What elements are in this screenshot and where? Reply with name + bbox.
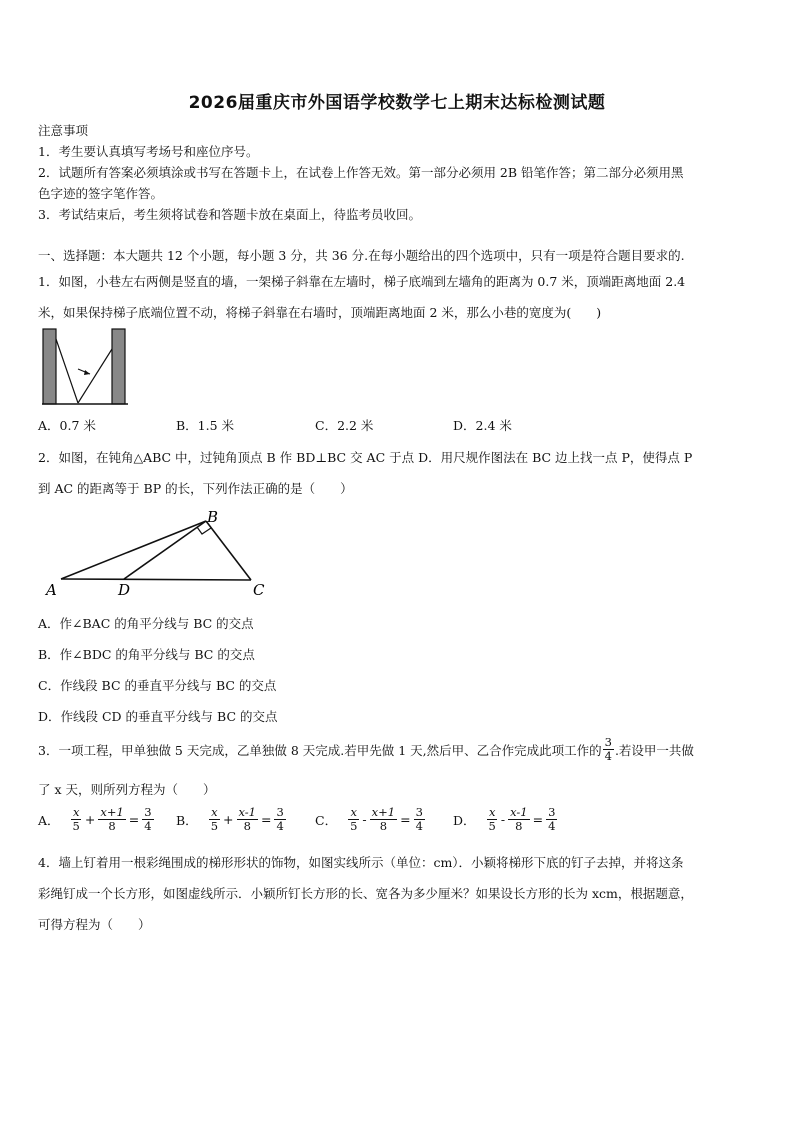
option-a[interactable]: A．作∠BAC 的角平分线与 BC 的交点	[38, 616, 254, 631]
fraction-denominator: 8	[379, 819, 388, 833]
triangle-figure	[40, 506, 280, 602]
option-a[interactable]	[38, 806, 155, 833]
fraction	[546, 806, 557, 833]
fraction-numerator: x-1	[238, 805, 256, 819]
option-c[interactable]: C．作线段 BC 的垂直平分线与 BC 的交点	[38, 678, 277, 693]
option-label: C．	[315, 812, 338, 828]
fraction-denominator: 4	[144, 819, 152, 833]
equals-sign: =	[128, 812, 140, 827]
fraction-numerator: 3	[604, 735, 612, 749]
equals-sign: =	[400, 812, 411, 827]
fraction-denominator: 4	[604, 749, 612, 763]
fraction-denominator: 5	[350, 819, 358, 833]
fraction	[71, 806, 82, 833]
question-3-text	[38, 736, 694, 763]
fraction	[370, 806, 397, 833]
notice-item: 3．考试结束后，考生须将试卷和答题卡放在桌面上，待监考员收回。	[38, 207, 421, 222]
fraction	[142, 806, 153, 833]
vertex-label-a: A	[46, 581, 57, 599]
fraction-numerator: x	[72, 805, 80, 819]
question-1-text: 1．如图，小巷左右两侧是竖直的墙，一架梯子斜靠在左墙时，梯子底端到左墙角的距离为 0.7 米，顶端距离地面 2.4	[38, 274, 686, 289]
notice-item: 2．试题所有答案必须填涂或书写在答题卡上，在试卷上作答无效。第一部分必须用 2B 铅笔作答；第二部分必须用黑	[38, 165, 684, 180]
fraction	[274, 806, 285, 833]
question-4-text: 4．墙上钉着用一根彩绳围成的梯形形状的饰物，如图实线所示（单位：cm）．小颖将梯形下底的钉子去掉，并将这条	[38, 855, 684, 870]
fraction	[414, 806, 425, 833]
notice-item: 色字迹的签字笔作答。	[38, 186, 164, 201]
fraction	[487, 806, 498, 833]
question-4-text: 可得方程为（ ）	[38, 917, 151, 932]
fraction-numerator: x+1	[371, 805, 396, 819]
fraction	[508, 806, 530, 833]
equals-sign: =	[261, 812, 272, 827]
fraction-denominator: 5	[72, 819, 80, 833]
fraction-numerator: x	[488, 805, 496, 819]
question-4-text: 彩绳钉成一个长方形，如图虚线所示．小颖所钉长方形的长、宽各为多少厘米？如果设长方形的长为 xcm，根据题意，	[38, 886, 693, 901]
fraction-denominator: 8	[515, 819, 523, 833]
operator: -	[362, 812, 367, 827]
fraction-numerator: x	[350, 805, 357, 819]
fraction	[98, 806, 125, 833]
fraction-numerator: 3	[415, 805, 423, 819]
vertex-label-d: D	[118, 581, 131, 599]
option-b[interactable]	[176, 806, 287, 833]
section-heading: 一、选择题：本大题共 12 个小题，每小题 3 分，共 36 分.在每小题给出的四个选项中，只有一项是符合题目要求的.	[38, 248, 685, 263]
option-c[interactable]: C．2.2 米	[315, 418, 374, 433]
option-b[interactable]: B．1.5 米	[176, 418, 235, 433]
ladder-figure	[42, 327, 128, 407]
fraction-numerator: x-1	[510, 805, 528, 819]
option-d[interactable]: D．作线段 CD 的垂直平分线与 BC 的交点	[38, 709, 278, 724]
option-d[interactable]	[453, 806, 558, 833]
option-label: A．	[38, 812, 60, 828]
question-2-text: 2．如图，在钝角△ABC 中，过钝角顶点 B 作 BD⊥BC 交 AC 于点 D．用尺规作图法在 BC 边上找一点 P，使得点 P	[38, 450, 693, 465]
question-3-text-a: 3．一项工程，甲单独做 5 天完成，乙单独做 8 天完成.若甲先做 1 天,然后甲、乙合作完成此项工作的	[38, 742, 602, 758]
fraction-denominator: 5	[210, 819, 219, 833]
fraction-numerator: x	[211, 805, 218, 819]
question-3-text: 了 x 天，则所列方程为（ ）	[38, 782, 216, 797]
operator: +	[223, 812, 234, 827]
operator: +	[84, 812, 96, 827]
notice-item: 1．考生要认真填写考场号和座位序号。	[38, 144, 259, 159]
equals-sign: =	[532, 812, 544, 827]
operator: -	[500, 812, 506, 827]
fraction-numerator: 3	[276, 805, 284, 819]
question-3-text-b: .若设甲一共做	[614, 742, 694, 758]
option-label: D．	[453, 812, 476, 828]
fraction-denominator: 4	[548, 819, 556, 833]
fraction-denominator: 4	[276, 819, 284, 833]
fraction-denominator: 5	[488, 819, 496, 833]
option-c[interactable]	[315, 806, 426, 833]
fraction-numerator: 3	[548, 805, 556, 819]
fraction-denominator: 4	[415, 819, 423, 833]
fraction	[237, 806, 259, 833]
fraction-denominator: 8	[108, 819, 116, 833]
vertex-label-b: B	[207, 508, 219, 526]
fraction-denominator: 8	[243, 819, 251, 833]
fraction	[348, 806, 359, 833]
question-1-text: 米，如果保持梯子底端位置不动，将梯子斜靠在右墙时，顶端距离地面 2 米，那么小巷的宽度为( )	[38, 305, 602, 320]
fraction-numerator: x+1	[100, 805, 124, 819]
option-label: B．	[176, 812, 198, 828]
option-b[interactable]: B．作∠BDC 的角平分线与 BC 的交点	[38, 647, 255, 662]
question-2-text: 到 AC 的距离等于 BP 的长，下列作法正确的是（ ）	[38, 481, 353, 496]
vertex-label-c: C	[253, 581, 265, 599]
fraction	[209, 806, 220, 833]
option-a[interactable]: A．0.7 米	[38, 418, 96, 433]
notice-heading: 注意事项	[38, 123, 89, 138]
page-title: 2026届重庆市外国语学校数学七上期末达标检测试题	[188, 93, 606, 113]
fraction-numerator: 3	[144, 805, 152, 819]
option-d[interactable]: D．2.4 米	[453, 418, 512, 433]
fraction	[603, 736, 614, 763]
